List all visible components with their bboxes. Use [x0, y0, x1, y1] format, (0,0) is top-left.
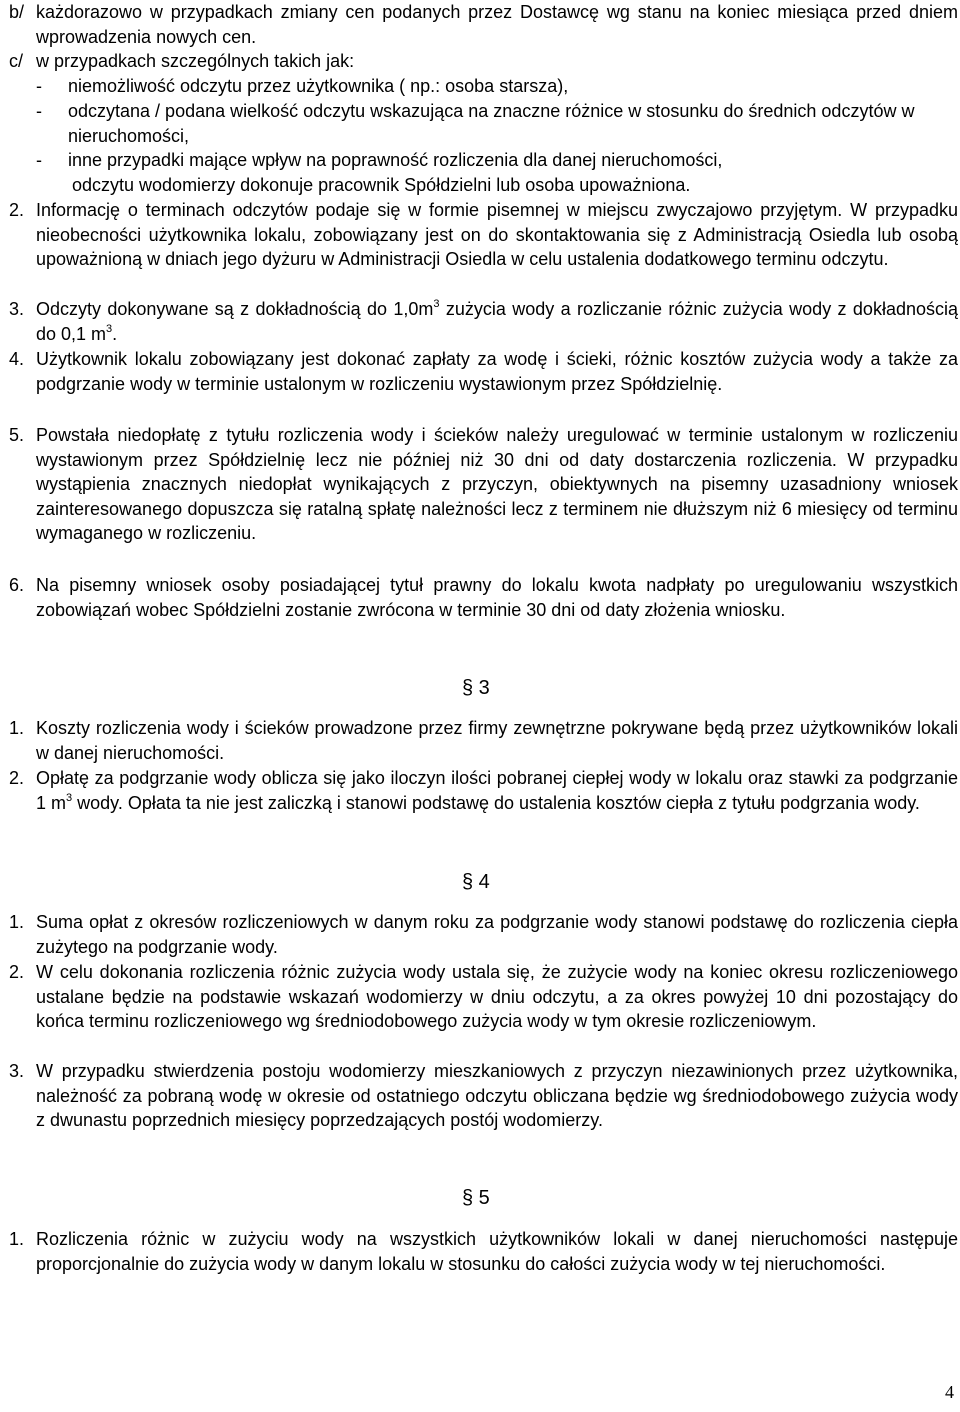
section-4-point-1-number: 1. — [9, 912, 25, 932]
point-3-number: 3. — [9, 299, 25, 319]
point-2-text: Informację o terminach odczytów podaje się w formie pisemnej w miejscu zwyczajowo przyjętym. W przypadku nieobecności użytkownika lokalu, zobowiązany jest on do skontaktowania się z Administracją Osiedla lub osobą upoważnioną w dniach jego dyżuru w Administracji Osiedla w celu ustalenia dodatkowego terminu odczytu. — [36, 200, 958, 270]
dash-item-1-text: niemożliwość odczytu przez użytkownika ( np.: osoba starsza), — [68, 76, 569, 96]
section-4-point-2-number: 2. — [9, 962, 25, 982]
point-4-number: 4. — [9, 349, 25, 369]
section-5-heading: § 5 — [462, 1187, 490, 1209]
point-3 — [0, 297, 958, 346]
section-4-point-1-text: Suma opłat z okresów rozliczeniowych w danym roku za podgrzanie wody stanowi podstawę do rozliczenia ciepła zużytego na podgrzanie wody. — [36, 912, 958, 957]
point-6-number: 6. — [9, 575, 25, 595]
item-b-label: b/ — [9, 2, 25, 22]
item-c-label: c/ — [9, 51, 24, 71]
section-4-point-2 — [0, 960, 958, 1034]
point-6 — [0, 573, 958, 622]
section-3-point-2-text: Opłatę za podgrzanie wody oblicza się jako iloczyn ilości pobranej ciepłej wody w lokalu oraz stawki za podgrzanie 1 $m^3$ wody. Opłata ta nie jest zaliczką i stanowi podstawę do ustalenia kosztów ciepła z tytułu podgrzania wody. — [36, 768, 958, 813]
item-c — [0, 49, 354, 74]
item-c-text: w przypadkach szczególnych takich jak: — [36, 51, 355, 71]
section-3-point-1-number: 1. — [9, 718, 25, 738]
section-3-point-2-number: 2. — [9, 768, 25, 788]
item-b — [0, 0, 958, 49]
section-4-point-3 — [0, 1059, 958, 1133]
point-4-text: Użytkownik lokalu zobowiązany jest dokonać zapłaty za wodę i ścieki, różnic kosztów zużycia wody a także za podgrzanie wody w terminie ustalonym w rozliczeniu wystawionym przez Spółdzielnię. — [36, 349, 958, 394]
section-3-point-1-text: Koszty rozliczenia wody i ścieków prowadzone przez firmy zewnętrzne pokrywane będą przez użytkowników lokali w danej nieruchomości. — [36, 718, 958, 763]
point-3-text: Odczyty dokonywane są z dokładnością do $1,0m^3$ zużycia wody a rozliczanie różnic zużycia wody z dokładnością do 0,1 $m^3$. — [36, 298, 958, 344]
dash-item-2: - odczytana / podana wielkość odczytu wskazująca na znaczne różnice w stosunku do średnich odczytów w nieruchomości, — [0, 99, 960, 148]
item-b-text: każdorazowo w przypadkach zmiany cen podanych przez Dostawcę wg stanu na koniec miesiąca przed dniem wprowadzenia nowych cen. — [36, 2, 958, 47]
section-3-point-2 — [0, 766, 958, 815]
page-number: 4 — [945, 1382, 954, 1402]
section-3-heading: § 3 — [462, 677, 490, 699]
item-c-conclusion: odczytu wodomierzy dokonuje pracownik Spółdzielni lub osoba upoważniona. — [72, 175, 691, 195]
dash-item-1: - niemożliwość odczytu przez użytkownika ( np.: osoba starsza), — [0, 74, 960, 99]
section-4-point-1 — [0, 910, 958, 959]
point-6-text: Na pisemny wniosek osoby posiadającej tytuł prawny do lokalu kwota nadpłaty po uregulowaniu wszystkich zobowiązań wobec Spółdzielni zostanie zwrócona w terminie 30 dni od daty złożenia wniosku. — [36, 575, 958, 620]
point-5-number: 5. — [9, 425, 25, 445]
section-4-heading: § 4 — [462, 871, 490, 893]
dash-item-3: - inne przypadki mające wpływ na poprawność rozliczenia dla danej nieruchomości, — [0, 148, 960, 173]
section-5-point-1 — [0, 1227, 958, 1276]
section-5-point-1-number: 1. — [9, 1229, 25, 1249]
section-4-point-3-text: W przypadku stwierdzenia postoju wodomierzy mieszkaniowych z przyczyn niezawinionych przez użytkownika, należność za pobraną wodę w okresie od ostatniego odczytu obliczana będzie wg średniodobowego zużycia wody z dwunastu poprzednich miesięcy poprzedzających postój wodomierzy. — [36, 1061, 958, 1131]
section-4-point-2-text: W celu dokonania rozliczenia różnic zużycia wody ustala się, że zużycie wody na koniec okresu rozliczeniowego ustalane będzie na podstawie wskazań wodomierzy w dniu odczytu, a za okres powyżej 10 dni pozostający do końca terminu rozliczeniowego wg średniodobowego zużycia wody w tym okresie rozliczeniowym. — [36, 962, 958, 1032]
point-5-text: Powstała niedopłatę z tytułu rozliczenia wody i ścieków należy uregulować w terminie ustalonym w rozliczeniu wystawionym przez Spółdzielnię lecz nie później niż 30 dni od daty dostarczenia rozliczenia. W przypadku wystąpienia znacznych niedopłat wynikających z przyczyn, obiektywnych na pisemny uzasadniony wniosek zainteresowanego dopuszcza się ratalną spłatę należności lecz z terminem nie dłuższym niż 6 miesięcy od terminu wymaganego w rozliczeniu. — [36, 425, 958, 544]
section-3-point-1 — [0, 716, 958, 765]
dash-item-2-text: odczytana / podana wielkość odczytu wskazująca na znaczne różnice w stosunku do średnich odczytów w nieruchomości, — [68, 101, 915, 146]
section-5-point-1-text: Rozliczenia różnic w zużyciu wody na wszystkich użytkowników lokali w danej nieruchomości następuje proporcjonalnie do zużycia wody w danym lokalu w stosunku do całości zużycia wody w tej nieruchomości. — [36, 1229, 958, 1274]
point-5 — [0, 423, 958, 546]
point-2-number: 2. — [9, 200, 25, 220]
dash-item-3-text: inne przypadki mające wpływ na poprawność rozliczenia dla danej nieruchomości, — [68, 150, 723, 170]
point-2 — [0, 198, 958, 272]
point-4 — [0, 347, 958, 396]
section-4-point-3-number: 3. — [9, 1061, 25, 1081]
